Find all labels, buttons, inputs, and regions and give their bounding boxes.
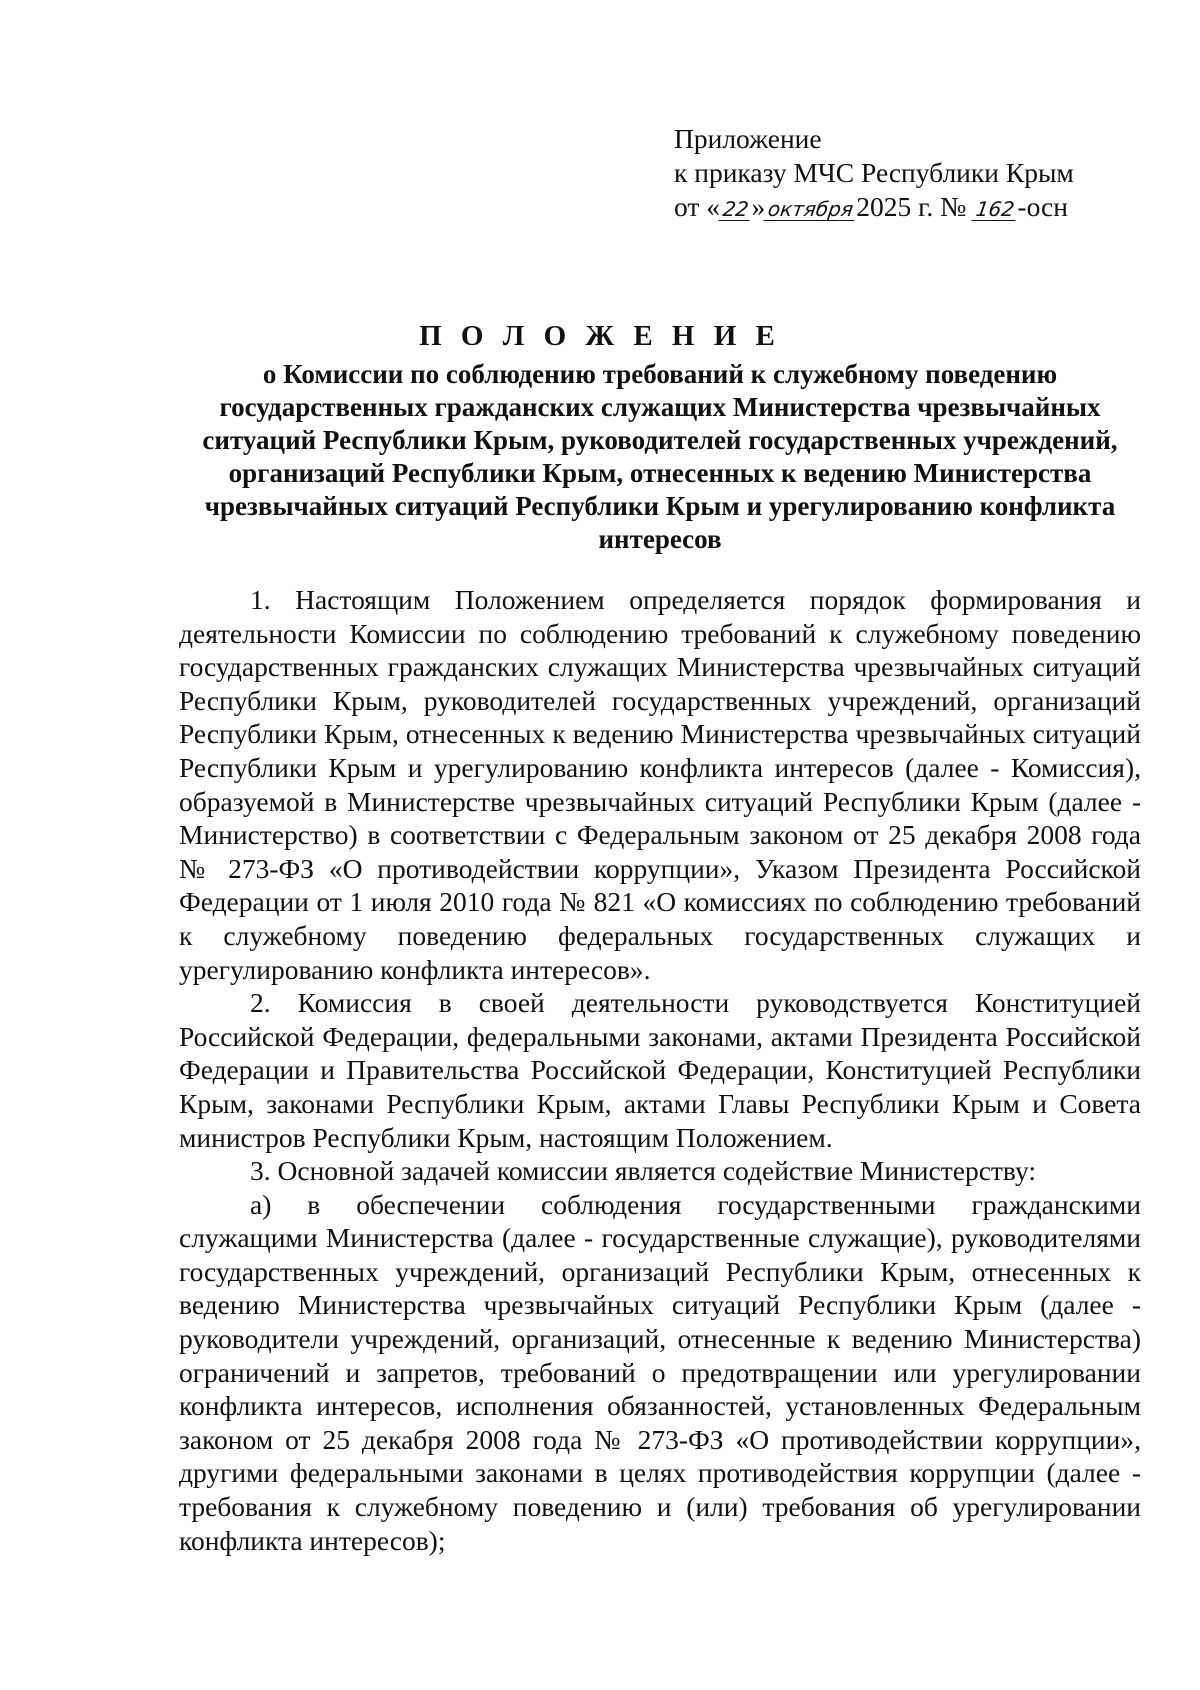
paragraph-1: 1. Настоящим Положением определяется порядок формирования и деятельности Комиссии по соблюдению требований к служебному поведению государственных гражданских служащих Министерства чрезвычайных ситуаций Республики Крым, руководителей государственных учреждений, организаций Республики Крым, отнесенных к ведению Министерства чрезвычайных ситуаций Республики Крым и урегулированию конфликта интересов (далее - Комиссия), образуемой в Министерстве чрезвычайных ситуаций Республики Крым (далее - Министерство) в соответствии с Федеральным законом от 25 декабря 2008 года № 273-ФЗ «О противодействии коррупции», Указом Президента Российской Федерации от 1 июля 2010 года № 821 «О комиссиях по соблюдению требований к служебному поведению федеральных государственных служащих и урегулированию конфликта интересов». [179, 584, 1141, 985]
order-suffix: -осн [1017, 191, 1068, 222]
date-prefix: от « [674, 191, 721, 222]
handwritten-month: октября [764, 198, 858, 221]
paragraph-3a: а) в обеспечении соблюдения государственными гражданскими служащими Министерства (далее - государственные служащие), руководителями государственных учреждений, организаций Республики Крым, отнесенных к ведению Министерства чрезвычайных ситуаций Республики Крым (далее - руководители учреждений, организаций, отнесенные к ведению Министерства) ограничений и запретов, требований о предотвращении или урегулировании конфликта интересов, исполнения обязанностей, установленных Федеральным законом от 25 декабря 2008 года № 273-ФЗ «О противодействии коррупции», другими федеральными законами в целях противодействия коррупции (далее - требования к служебному поведению и (или) требования об урегулировании конфликта интересов); [179, 1188, 1141, 1556]
appendix-label: Приложение [674, 123, 822, 154]
document-body [179, 583, 1141, 1557]
appendix-date-line [674, 190, 1074, 224]
appendix-order-reference: к приказу МЧС Республики Крым [674, 157, 1074, 188]
appendix-block [674, 122, 1074, 224]
handwritten-day: 22 [718, 198, 753, 221]
date-mid: » [751, 191, 766, 222]
paragraph-3: 3. Основной задачей комиссии является содействие Министерству: [250, 1155, 1036, 1187]
handwritten-order-number: 162 [972, 198, 1019, 221]
document-title: П О Л О Ж Е Н И Е [419, 320, 781, 352]
date-year: 2025 г. № [856, 191, 967, 222]
paragraph-2: 2. Комиссия в своей деятельности руководствуется Конституцией Российской Федерации, федеральными законами, актами Президента Российской Федерации и Правительства Российской Федерации, Конституцией Республики Крым, законами Республики Крым, актами Главы Республики Крым и Совета министров Республики Крым, настоящим Положением. [179, 987, 1141, 1153]
document-subtitle: о Комиссии по соблюдению требований к служебному поведению государственных гражданских служащих Министерства чрезвычайных ситуаций Республики Крым, руководителей государственных учреждений, организаций Республики Крым, отнесенных к ведению Министерства чрезвычайных ситуаций Республики Крым и урегулированию конфликта интересов [202, 359, 1118, 554]
